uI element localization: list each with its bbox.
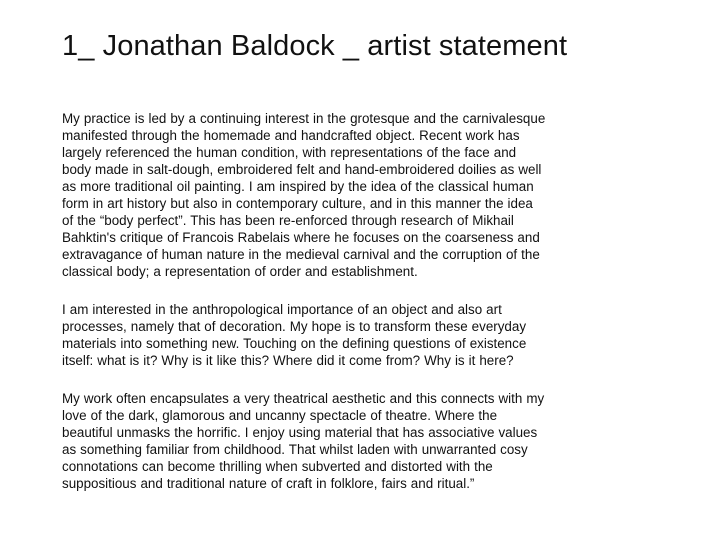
text-line: processes, namely that of decoration. My hope is to transform these everyday [62, 319, 527, 334]
text-line: as more traditional oil painting. I am inspired by the idea of the classical human [62, 179, 534, 194]
statement-body [62, 110, 662, 513]
slide-title: 1_ Jonathan Baldock _ artist statement [62, 30, 568, 62]
text-line: I am interested in the anthropological importance of an object and also art [62, 302, 502, 317]
text-line: form in art history but also in contemporary culture, and in this manner the idea [62, 196, 533, 211]
text-line: suppositious and traditional nature of craft in folklore, fairs and ritual.” [62, 476, 475, 491]
text-line: manifested through the homemade and handcrafted object. Recent work has [62, 128, 520, 143]
text-line: classical body; a representation of order and establishment. [62, 264, 418, 279]
text-line: extravagance of human nature in the medieval carnival and the corruption of the [62, 247, 540, 262]
text-line: largely referenced the human condition, with representations of the face and [62, 145, 517, 160]
text-line: body made in salt-dough, embroidered felt and hand-embroidered doilies as well [62, 162, 542, 177]
text-line: of the “body perfect”. This has been re-enforced through research of Mikhail [62, 213, 514, 228]
statement-paragraph-3 [62, 390, 662, 492]
text-line: as something familiar from childhood. That whilst laden with unwarranted cosy [62, 442, 528, 457]
text-line: beautiful unmasks the horrific. I enjoy using material that has associative values [62, 425, 538, 440]
text-line: Bahktin's critique of Francois Rabelais where he focuses on the coarseness and [62, 230, 540, 245]
statement-paragraph-1 [62, 110, 662, 280]
statement-paragraph-2 [62, 301, 662, 369]
text-line: My practice is led by a continuing interest in the grotesque and the carnivalesque [62, 111, 546, 126]
text-line: materials into something new. Touching on the defining questions of existence [62, 336, 527, 351]
text-line: itself: what is it? Why is it like this? Where did it come from? Why is it here? [62, 353, 514, 368]
text-line: love of the dark, glamorous and uncanny spectacle of theatre. Where the [62, 408, 498, 423]
text-line: My work often encapsulates a very theatrical aesthetic and this connects with my [62, 391, 545, 406]
text-line: connotations can become thrilling when subverted and distorted with the [62, 459, 493, 474]
